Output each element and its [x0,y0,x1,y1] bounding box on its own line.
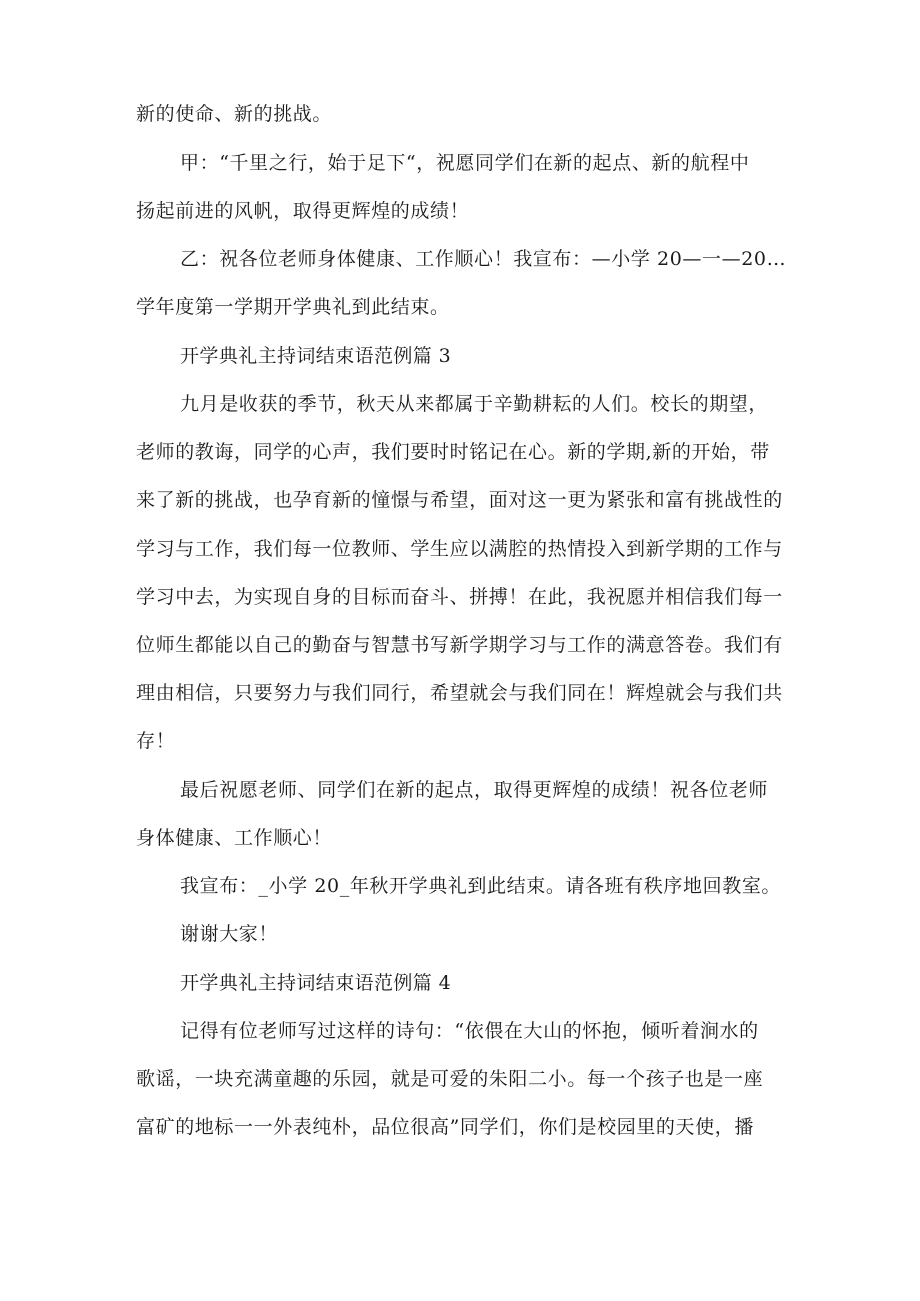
text-line: 记得有位老师写过这样的诗句：“依偎在大山的怀抱，倾听着涧水的 [180,1020,759,1042]
text-line: 最后祝愿老师、同学们在新的起点，取得更辉煌的成绩！祝各位老师 [180,779,769,801]
section-heading: 开学典礼主持词结束语范例篇 3 [180,345,452,367]
text-line: 存！ [136,730,176,752]
text-line: 九月是收获的季节，秋天从来都属于辛勤耕耘的人们。校长的期望， [180,393,769,415]
text-line: 来了新的挑战，也孕育新的憧憬与希望，面对这一更为紧张和富有挑战性的 [136,489,783,511]
text-line: 学习中去，为实现自身的目标而奋斗、拼搏！在此，我祝愿并相信我们每一 [136,586,783,608]
text-line: 位师生都能以自己的勤奋与智慧书写新学期学习与工作的满意答卷。我们有 [136,634,783,656]
text-line: 身体健康、工作顺心！ [136,827,333,849]
text-line: 老师的教诲，同学的心声，我们要时时铭记在心。新的学期,新的开始，带 [136,441,770,463]
text-line: 甲：“千里之行，始于足下“，祝愿同学们在新的起点、新的航程中 [180,152,750,174]
section-heading: 开学典礼主持词结束语范例篇 4 [180,972,452,994]
text-line: 我宣布：_小学 20_年秋开学典礼到此结束。请各班有秩序地回教室。 [180,875,782,897]
text-line: 富矿的地标一一外表纯朴，品位很高”同学们，你们是校园里的天使，播 [136,1116,754,1138]
text-line: 学习与工作，我们每一位教师、学生应以满腔的热情投入到新学期的工作与 [136,538,783,560]
text-line: 学年度第一学期开学典礼到此结束。 [136,296,450,318]
text-line: 谢谢大家！ [180,923,279,945]
text-line: 歌谣，一块充满童趣的乐园，就是可爱的朱阳二小。每一个孩子也是一座 [136,1068,764,1090]
text-line: 理由相信，只要努力与我们同行，希望就会与我们同在！辉煌就会与我们共 [136,682,783,704]
text-line: 新的使命、新的挑战。 [136,103,333,125]
text-line: 乙：祝各位老师身体健康、工作顺心！我宣布：—小学 20—一—20… [180,248,787,270]
text-line: 扬起前进的风帆，取得更辉煌的成绩！ [136,200,470,222]
